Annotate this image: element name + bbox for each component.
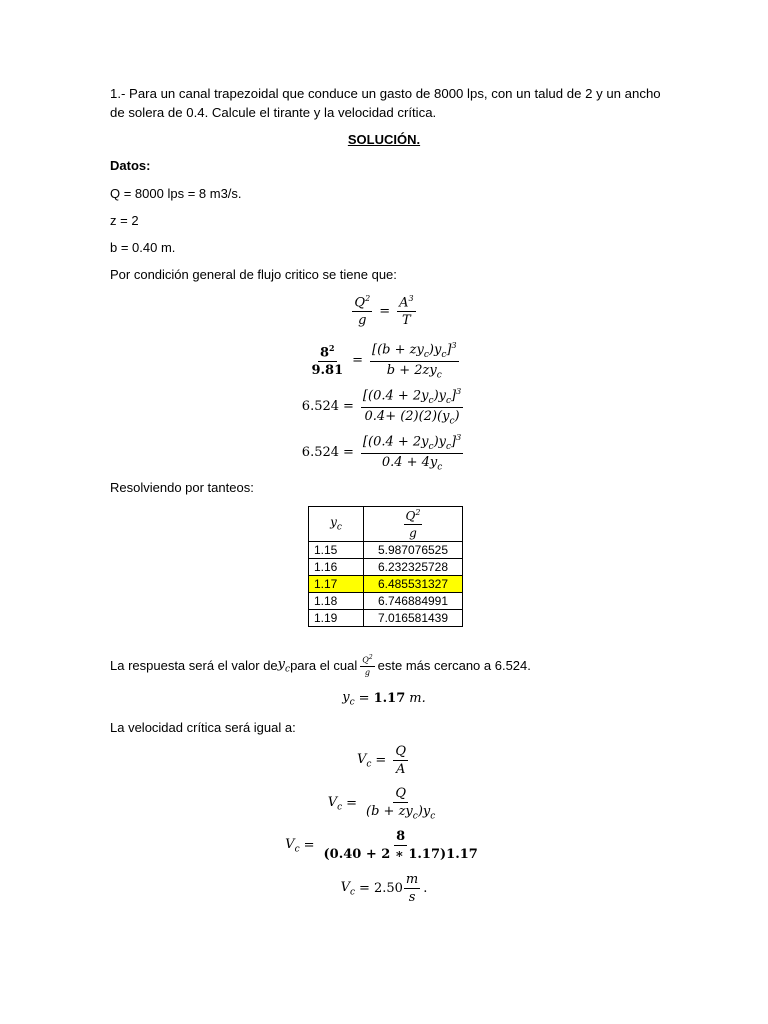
- dato-q: Q = 8000 lps = 8 m3/s.: [110, 186, 242, 201]
- cell-yc: 1.15: [309, 542, 364, 559]
- result-yc: $y_c$ = 1.17 m.: [342, 690, 426, 708]
- problem-line-2: de solera de 0.4. Calcule el tirante y la velocidad crítica.: [110, 105, 437, 120]
- eq1-lhs-den: g: [358, 313, 367, 329]
- eq3-rhs-num: [(0.4 + 2y: [362, 388, 429, 404]
- eq1-rhs-den: T: [402, 313, 411, 329]
- answer-part-1: La respuesta será el valor de: [110, 657, 278, 673]
- equation-critical-flow: $\frac{Q^2}{g}$ = $\frac{A^3}{T}$: [354, 294, 414, 329]
- answer-part-3: este más cercano a 6.524.: [377, 657, 531, 673]
- eq1-lhs-num: Q: [354, 295, 366, 311]
- condition-text: Por condición general de flujo critico se tiene que:: [110, 267, 397, 282]
- velocity-text: La velocidad crítica será igual a:: [110, 720, 296, 735]
- cell-yc: 1.17: [309, 576, 364, 593]
- velocity-equation-1: $V_c$ = $\frac{Q}{A}$: [356, 744, 406, 777]
- cell-q2g: 5.987076525: [364, 542, 463, 559]
- table-row: [309, 542, 463, 559]
- velocity-value: 2.50: [373, 881, 403, 896]
- cell-q2g: 6.232325728: [364, 559, 463, 576]
- cell-yc: 1.16: [309, 559, 364, 576]
- table-row: [309, 610, 463, 627]
- tanteos-text: Resolviendo por tanteos:: [110, 480, 254, 495]
- dato-z: z = 2: [110, 213, 139, 228]
- cell-q2g: 6.746884991: [364, 593, 463, 610]
- eq2-lhs-den: 9.81: [311, 363, 344, 379]
- table-header-row: [309, 507, 463, 542]
- header-q2g: $\frac{Q^2}{g}$: [364, 507, 463, 542]
- cell-yc: 1.18: [309, 593, 364, 610]
- result-yc-value: 1.17: [373, 691, 406, 707]
- eq2-rhs-num: [(b + zy: [372, 342, 424, 358]
- eq4-rhs-num: [(0.4 + 2y: [362, 434, 429, 450]
- eq3-rhs-den: 0.4+ (2)(2)(y: [364, 408, 450, 424]
- table-row: [309, 593, 463, 610]
- equation-substituted: $\frac{8^2}{9.81}$ = $\frac{[(b + zy_c)y_c]^3}{b + 2zy_c}$: [311, 341, 457, 381]
- cell-q2g: 7.016581439: [364, 610, 463, 627]
- eq1-rhs-num: A: [399, 295, 409, 311]
- problem-line-1: 1.- Para un canal trapezoidal que conduce un gasto de 8000 lps, con un talud de 2 y un ancho: [110, 86, 661, 101]
- tanteo-table: [308, 506, 463, 627]
- table-row: [309, 559, 463, 576]
- datos-heading: Datos:: [110, 158, 151, 173]
- answer-part-2: para el cual: [290, 657, 358, 673]
- cell-yc: 1.19: [309, 610, 364, 627]
- table-row: [309, 576, 463, 593]
- velocity-equation-3: $V_c$ = $\frac{8}{(0.40 + 2 ∗ 1.17)1.17}$: [285, 829, 478, 862]
- equation-numeric-1: 6.524 = $\frac{[(0.4 + 2y_c)y_c]^3}{0.4+ (2)(2)(y_c)}$: [301, 387, 462, 427]
- solution-title: SOLUCIÓN.: [347, 132, 421, 147]
- eq4-lhs: 6.524: [301, 445, 340, 461]
- eq2-lhs-num: 8: [319, 345, 330, 361]
- answer-text: La respuesta será el valor de $y_c$ para el cual $\frac{Q^2}{g}$ este más cercano a 6.524.: [110, 654, 531, 677]
- dato-b: b = 0.40 m.: [110, 240, 176, 255]
- eq4-rhs-den: 0.4 + 4y: [381, 454, 438, 470]
- header-yc: $y_c$: [309, 507, 364, 542]
- equation-numeric-2: 6.524 = $\frac{[(0.4 + 2y_c)y_c]^3}{0.4 + 4y_c}$: [301, 433, 462, 473]
- eq2-rhs-den: b + 2zy: [386, 362, 437, 378]
- eq3-lhs: 6.524: [301, 399, 340, 415]
- cell-q2g: 6.485531327: [364, 576, 463, 593]
- velocity-equation-2: $V_c$ = $\frac{Q}{(b + zy_c)y_c}$: [327, 786, 436, 822]
- velocity-result: $V_c$ = 2.50 $\frac{m}{s}$ .: [340, 872, 428, 905]
